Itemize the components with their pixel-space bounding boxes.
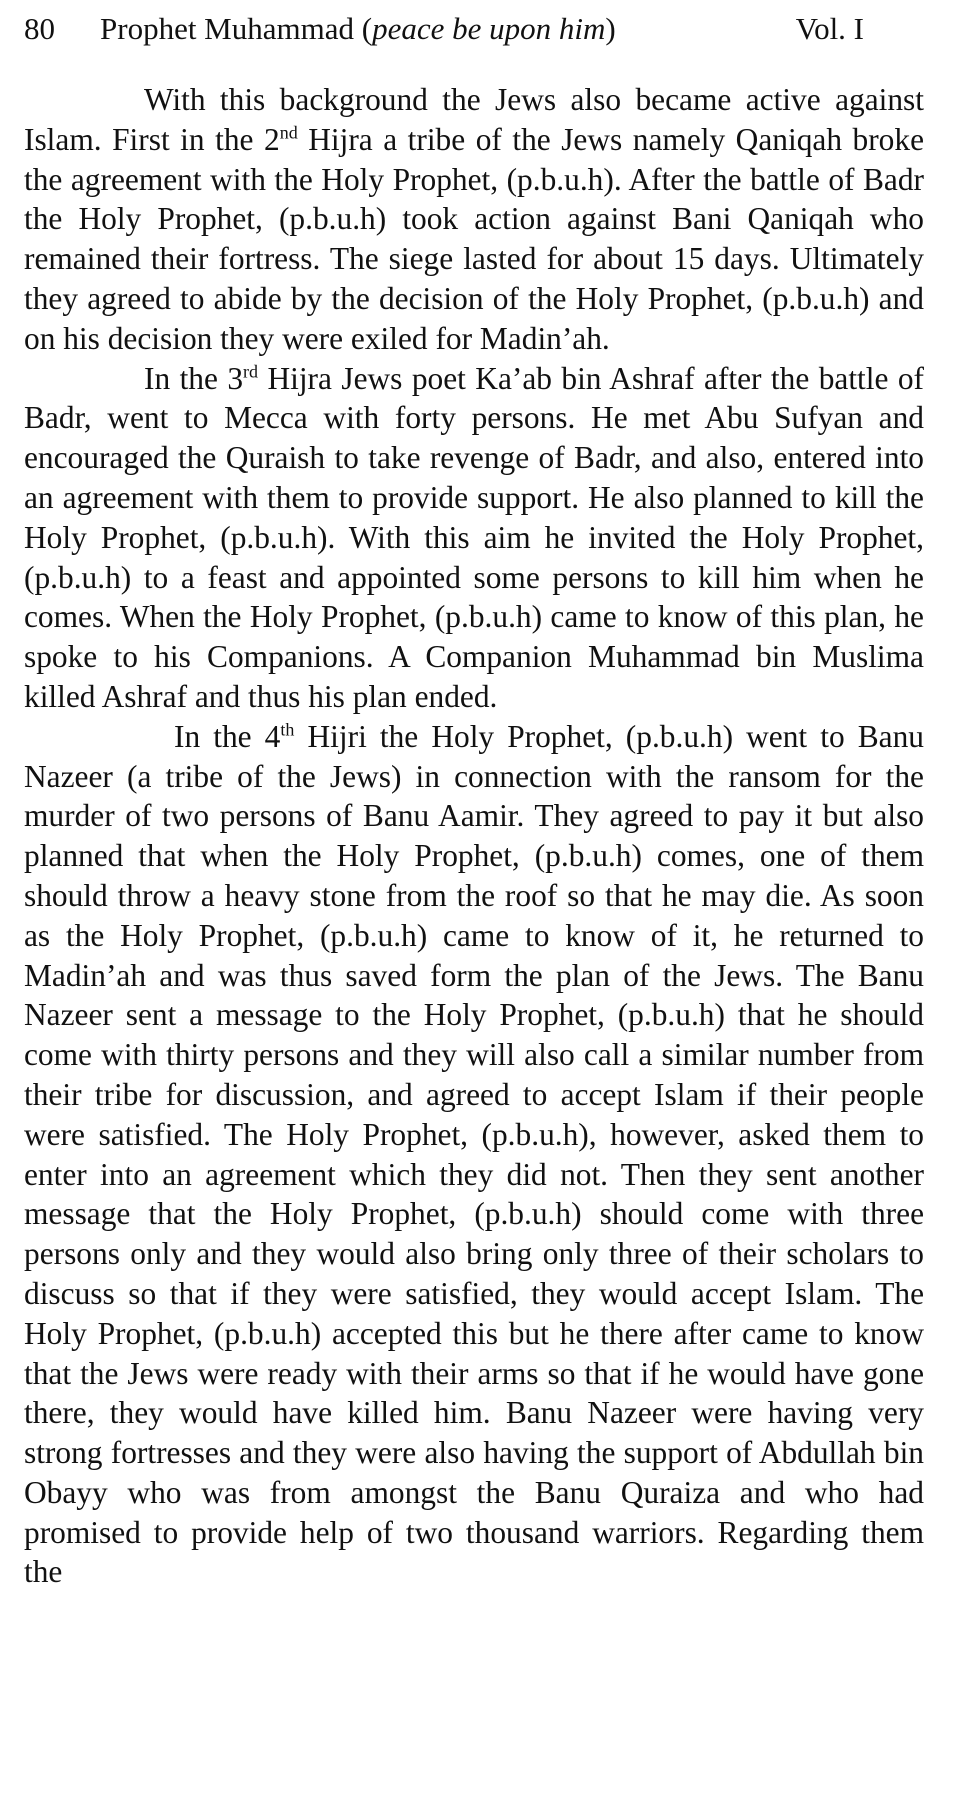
paragraph-text: Hijra Jews poet Ka’ab bin Ashraf after the battle of Badr, went to Mecca with forty persons. He met Abu Sufyan and encouraged the Quraish to take revenge of Badr, and also, entered into an agreement with them to provide support. He also planned to kill the Holy Prophet, (p.b.u.h). With this aim he invited the Holy Prophet, (p.b.u.h) to a feast and appointed some persons to kill him when he comes. When the Holy Prophet, (p.b.u.h) came to know of this plan, he spoke to his Companions. A Companion Muhammad bin Muslima killed Ashraf and thus his plan ended. bbox=[24, 360, 924, 714]
paragraph-lead: In the 4 bbox=[174, 718, 281, 754]
paragraph-lead: With this background the Jews also became active against Islam. First in the 2 bbox=[24, 82, 924, 157]
paragraph bbox=[24, 80, 924, 359]
paragraph bbox=[24, 359, 924, 717]
ordinal-suffix: rd bbox=[243, 361, 259, 382]
title-italic: peace be upon him bbox=[372, 11, 606, 46]
running-title bbox=[100, 0, 616, 58]
title-suffix: ) bbox=[605, 11, 616, 46]
ordinal-suffix: th bbox=[280, 719, 295, 740]
paragraph-text: Hijra a tribe of the Jews namely Qaniqah broke the agreement with the Holy Prophet, (p.b.u.h). After the battle of Badr the Holy Prophet, (p.b.u.h) took action against Bani Qaniqah who remained their fortress. The siege lasted for about 15 days. Ultimately they agreed to abide by the decision of the Holy Prophet, (p.b.u.h) and on his decision they were exiled for Madin’ah. bbox=[24, 121, 925, 356]
running-header bbox=[18, 0, 930, 58]
paragraph-text: Hijri the Holy Prophet, (p.b.u.h) went to Banu Nazeer (a tribe of the Jews) in connection with the ransom for the murder of two persons of Banu Aamir. They agreed to pay it but also planned that when the Holy Prophet, (p.b.u.h) comes, one of them should throw a heavy stone from the roof so that he may die. As soon as the Holy Prophet, (p.b.u.h) came to know of it, he returned to Madin’ah and was thus saved form the plan of the Jews. The Banu Nazeer sent a message to the Holy Prophet, (p.b.u.h) that he should come with thirty persons and they will also call a similar number from their tribe for discussion, and agreed to accept Islam if their people were satisfied. The Holy Prophet, (p.b.u.h), however, asked them to enter into an agreement which they did not. Then they sent another message that the Holy Prophet, (p.b.u.h) should come with three persons only and they would also bring only three of their scholars to discuss so that if they were satisfied, they would accept Islam. The Holy Prophet, (p.b.u.h) accepted this but he there after came to know that the Jews were ready with their arms so that if he would have gone there, they would have killed him. Banu Nazeer were having very strong fortresses and they were also having the support of Abdullah bin Obayy who was from amongst the Banu Quraiza and who had promised to provide help of two thousand warriors. Regarding them the bbox=[24, 718, 925, 1590]
body-text bbox=[24, 80, 924, 1592]
volume-label: Vol. I bbox=[795, 11, 864, 46]
paragraph-lead: In the 3 bbox=[144, 360, 244, 396]
paragraph bbox=[24, 717, 924, 1593]
title-prefix: Prophet Muhammad ( bbox=[100, 11, 373, 46]
page-number: 80 bbox=[24, 11, 55, 46]
book-page bbox=[18, 0, 930, 1590]
ordinal-suffix: nd bbox=[279, 122, 298, 143]
